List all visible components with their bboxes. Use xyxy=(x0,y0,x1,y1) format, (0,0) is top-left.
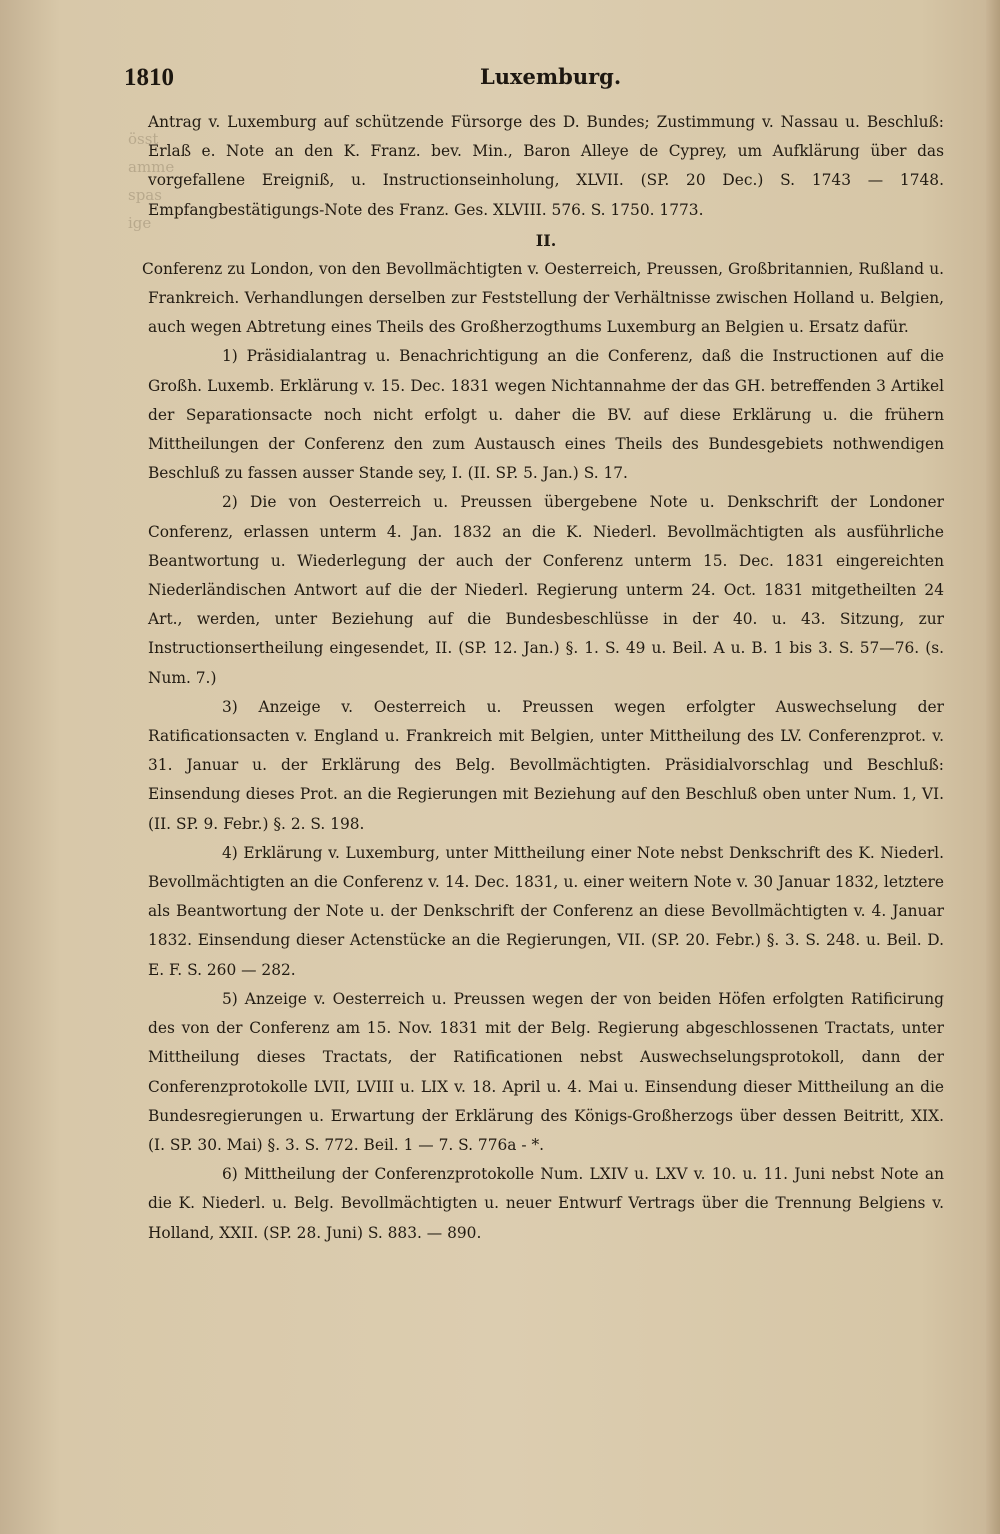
list-item: 5) Anzeige v. Oesterreich u. Preussen wegen der von beiden Höfen erfolgten Ratificirung des von der Conferenz am 15. Nov. 1831 mit der Belg. Regierung abgeschlossenen Tractats, unter Mittheilung dieses Tractats, der Ratificationen nebst Auswechselungsprotokoll, dann der Conferenzprotokolle LVII, LVIII u. LIX v. 18. April u. 4. Mai u. Einsendung dieser Mittheilung an die Bundesregierungen u. Erwartung der Erklärung des Königs-Großherzogs über dessen Beitritt, XIX. (I. SP. 30. Mai) §. 3. S. 772. Beil. 1 — 7. S. 776a - *. xyxy=(148,989,944,1154)
section-intro: Conferenz zu London, von den Bevollmächtigten v. Oesterreich, Preussen, Großbritannien, Rußland u. Frankreich. Verhandlungen derselben zur Feststellung der Verhältnisse zwischen Holland u. Belgien, auch wegen Abtretung eines Theils des Großherzogthums Luxemburg an Belgien u. Ersatz dafür. xyxy=(142,259,944,337)
bleed-through-line: ige xyxy=(128,214,152,232)
page-number: 1810 xyxy=(124,64,174,91)
list-item: 2) Die von Oesterreich u. Preussen übergebene Note u. Denkschrift der Londoner Conferenz, erlassen unterm 4. Jan. 1832 an die K. Niederl. Bevollmächtigten als ausführliche Beantwortung u. Wiederlegung der auch der Conferenz unterm 15. Dec. 1831 eingereichten Niederländischen Antwort auf die der Niederl. Regierung unterm 24. Oct. 1831 mitgetheilten 24 Art., werden, unter Beziehung auf die Bundesbeschlüsse in der 40. u. 43. Sitzung, zur Instructionsertheilung eingesendet, II. (SP. 12. Jan.) §. 1. S. 49 u. Beil. A u. B. 1 bis 3. S. 57—76. (s. Num. 7.) xyxy=(148,493,944,687)
list-item: 6) Mittheilung der Conferenzprotokolle Num. LXIV u. LXV v. 10. u. 11. Juni nebst Note an die K. Niederl. u. Belg. Bevollmächtigten u. neuer Entwurf Vertrags über die Trennung Belgiens v. Holland, XXII. (SP. 28. Juni) S. 883. — 890. xyxy=(148,1165,944,1242)
page-header xyxy=(118,60,948,100)
list-item: 4) Erklärung v. Luxemburg, unter Mittheilung einer Note nebst Denkschrift des K. Niederl. Bevollmächtigten an die Conferenz v. 14. Dec. 1831, u. einer weitern Note v. 30 Januar 1832, letztere als Beantwortung der Note u. der Denkschrift der Conferenz an diese Bevollmächtigten v. 4. Januar 1832. Einsendung dieser Actenstücke an die Regierungen, VII. (SP. 20. Febr.) §. 3. S. 248. u. Beil. D. E. F. S. 260 — 282. xyxy=(148,843,944,979)
page-edge xyxy=(986,0,1000,1534)
section-numeral: II. xyxy=(535,230,557,250)
bleed-through-line: spas xyxy=(128,186,162,204)
intro-entry: Antrag v. Luxemburg auf schützende Fürsorge des D. Bundes; Zustimmung v. Nassau u. Beschluß: Erlaß e. Note an den K. Franz. bev. Min., Baron Alleye de Cyprey, um Aufklärung über das vorgefallene Ereigniß, u. Instructionseinholung, XLVII. (SP. 20 Dec.) S. 1743 — 1748. Empfangbestätigungs-Note des Franz. Ges. XLVIII. 576. S. 1750. 1773. xyxy=(148,113,944,219)
running-title: Luxemburg. xyxy=(480,64,622,89)
bleed-through-line: amme xyxy=(128,158,175,176)
list-item: 1) Präsidialantrag u. Benachrichtigung an die Conferenz, daß die Instructionen auf die Großh. Luxemb. Erklärung v. 15. Dec. 1831 wegen Nichtannahme der das GH. betreffenden 3 Artikel der Separationsacte noch nicht erfolgt u. daher die BV. auf diese Erklärung u. die frühern Mittheilungen der Conferenz den zum Austausch eines Theils des Bundesgebiets nothwendigen Beschluß zu fassen ausser Stande sey, I. (II. SP. 5. Jan.) S. 17. xyxy=(148,347,944,483)
bleed-through-line: össt xyxy=(128,130,159,148)
list-item: 3) Anzeige v. Oesterreich u. Preussen wegen erfolgter Auswechselung der Ratificationsacten v. England u. Frankreich mit Belgien, unter Mittheilung des LV. Conferenzprot. v. 31. Januar u. der Erklärung des Belg. Bevollmächtigten. Präsidialvorschlag und Beschluß: Einsendung dieses Prot. an die Regierungen mit Beziehung auf den Beschluß oben unter Num. 1, VI. (II. SP. 9. Febr.) §. 2. S. 198. xyxy=(148,697,944,833)
